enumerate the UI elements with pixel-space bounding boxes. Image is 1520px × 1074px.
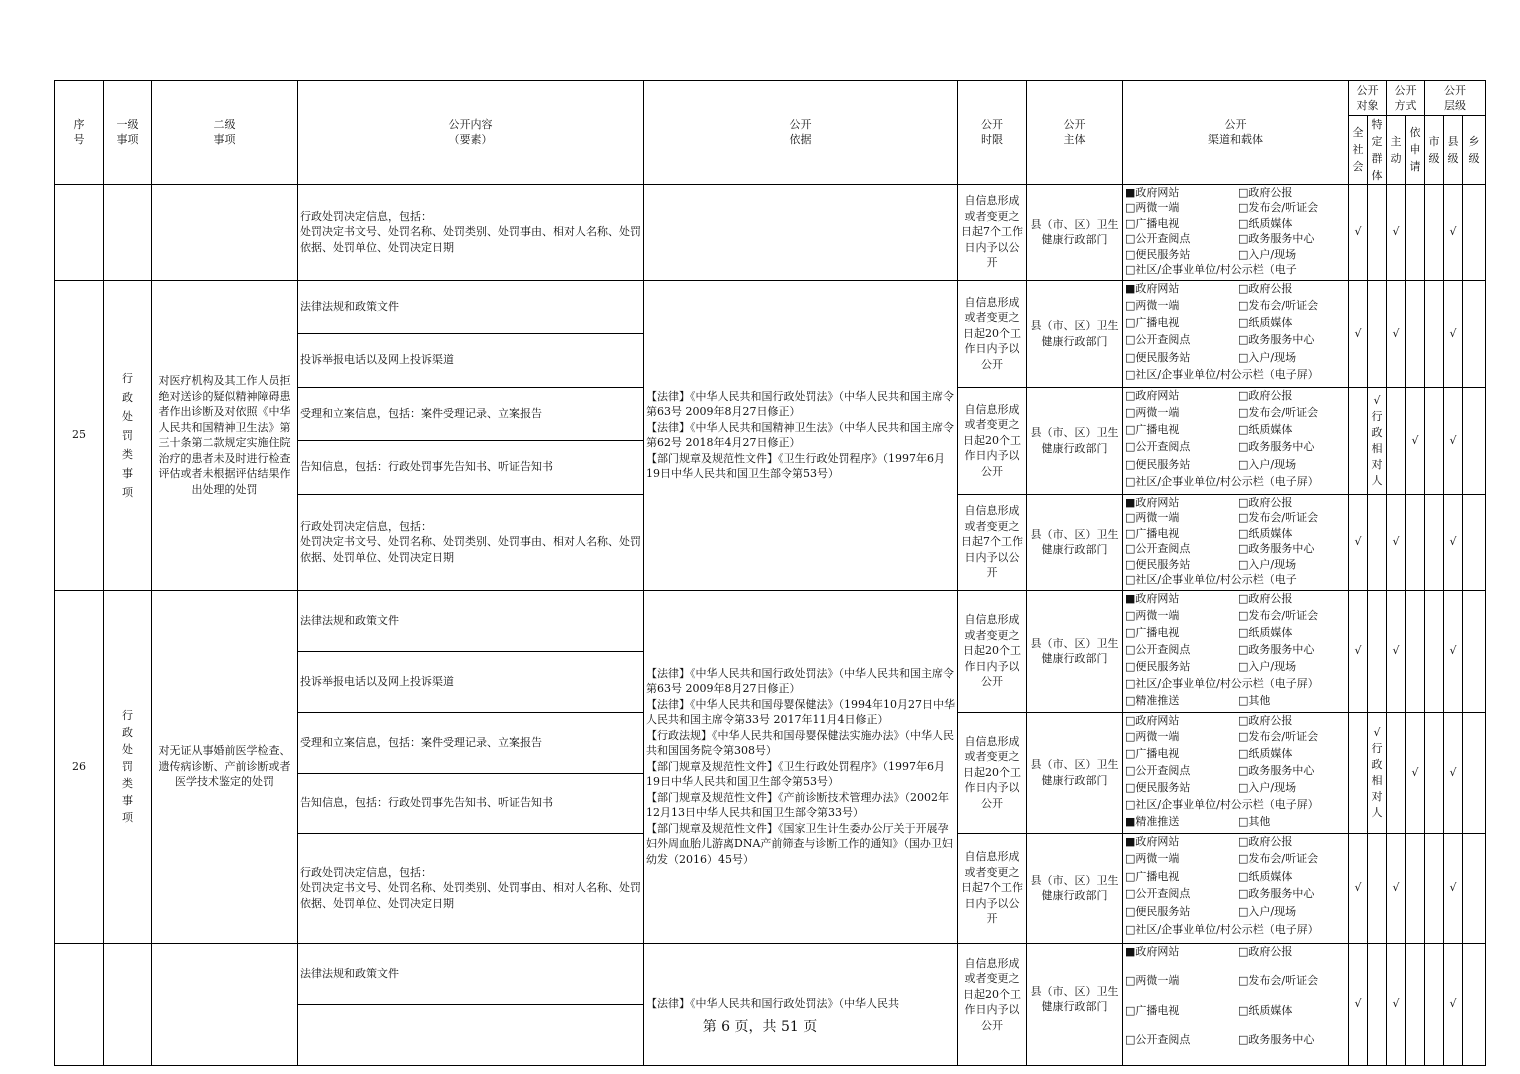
check-mark: √ [1349,833,1368,943]
page-footer: 第 6 页，共 51 页 [702,1019,818,1035]
check-mark: √ [1387,943,1406,1065]
table-row [55,590,1486,651]
check-mark-specific: √ 行政相对人 [1371,725,1383,819]
subject-cell: 县（市、区）卫生健康行政部门 [1027,387,1123,494]
header-level1: 一级 事项 [104,81,152,185]
header-seq: 序 号 [55,81,104,185]
content-cell: 法律法规和政策文件 [298,943,644,1004]
check-mark: √ [1444,387,1463,494]
check-mark: √ [1349,943,1368,1065]
subject-cell: 县（市、区）卫生健康行政部门 [1027,833,1123,943]
row-seq: 25 [55,280,104,590]
header-level-county: 县级 [1447,134,1459,165]
header-content: 公开内容 （要素） [298,81,644,185]
time-cell: 自信息形成或者变更之日起7个工作日内予以公开 [958,494,1027,590]
row-level2: 对医疗机构及其工作人员拒绝对送诊的疑似精神障碍患者作出诊断及对依照《中华人民共和国精神卫生法》第三十条第二款规定实施住院治疗的患者未及时进行检查评估或者未根据评估结果作出处理的处罚 [152,280,298,590]
check-mark: √ [1349,494,1368,590]
subject-cell: 县（市、区）卫生健康行政部门 [1027,494,1123,590]
check-mark: √ [1444,590,1463,712]
table-row [55,184,1486,280]
header-method-active: 主动 [1390,134,1402,165]
subject-cell: 县（市、区）卫生健康行政部门 [1027,184,1123,280]
check-mark: √ [1387,184,1406,280]
header-group-target: 公开 对象 [1349,81,1387,116]
subject-cell: 县（市、区）卫生健康行政部门 [1027,590,1123,712]
content-cell: 受理和立案信息，包括：案件受理记录、立案报告 [298,712,644,773]
header-subject: 公开 主体 [1027,81,1123,185]
channel-cell: ■政府网站 □政府公报 □两微一端 □发布会/听证会 □广播电视 □纸质媒体 □公开查阅点 □政务服务中心 □便民服务站 □入户/现场 □社区/企事业单位/村公示栏（电子屏） [1123,280,1349,387]
header-group-method: 公开 方式 [1387,81,1425,116]
check-mark-specific: √ 行政相对人 [1371,393,1383,487]
check-mark: √ [1444,494,1463,590]
basis-cell: 【法律】《中华人民共和国行政处罚法》（中华人民共和国主席令第63号 2009年8月27日修正） 【法律】《中华人民共和国精神卫生法》（中华人民共和国主席令第62号 2018年4月27日修正） 【部门规章及规范性文件】《卫生行政处罚程序》（1997年6月19日中华人民共和国卫生部令第53号） [644,280,958,590]
channel-cell: ■政府网站 □政府公报 □两微一端 □发布会/听证会 □广播电视 □纸质媒体 □公开查阅点 □政务服务中心 □便民服务站 □入户/现场 □社区/企事业单位/村公示栏（电子 [1123,494,1349,590]
header-time: 公开 时限 [958,81,1027,185]
row-seq: 26 [55,590,104,943]
time-cell: 自信息形成或者变更之日起7个工作日内予以公开 [958,833,1027,943]
channel-cell: ■政府网站 □政府公报 □两微一端 □发布会/听证会 □广播电视 □纸质媒体 □公开查阅点 □政务服务中心 □便民服务站 □入户/现场 □社区/企事业单位/村公示栏（电子屏） □精准推送 □其他 [1123,590,1349,712]
header-basis: 公开 依据 [644,81,958,185]
content-cell: 受理和立案信息，包括：案件受理记录、立案报告 [298,387,644,440]
check-mark: √ [1387,494,1406,590]
content-cell: 法律法规和政策文件 [298,280,644,333]
subject-cell: 县（市、区）卫生健康行政部门 [1027,280,1123,387]
check-mark: √ [1444,280,1463,387]
content-cell: 告知信息，包括：行政处罚事先告知书、听证告知书 [298,440,644,494]
check-mark: √ [1444,712,1463,833]
channel-cell: □政府网站 □政府公报 □两微一端 □发布会/听证会 □广播电视 □纸质媒体 □公开查阅点 □政务服务中心 □便民服务站 □入户/现场 □社区/企事业单位/村公示栏（电子屏） ■精准推送 □其他 [1123,712,1349,833]
content-cell: 告知信息，包括：行政处罚事先告知书、听证告知书 [298,773,644,833]
row-level1: 行政处罚类事项 [122,709,133,824]
header-target-all: 全社会 [1352,126,1364,174]
content-cell: 投诉举报电话以及网上投诉渠道 [298,651,644,712]
channel-cell: ■政府网站 □政府公报 □两微一端 □发布会/听证会 □广播电视 □纸质媒体 □公开查阅点 □政务服务中心 □便民服务站 □入户/现场 □社区/企事业单位/村公示栏（电子屏） [1123,833,1349,943]
subject-cell: 县（市、区）卫生健康行政部门 [1027,943,1123,1065]
row-level1: 行政处罚类事项 [122,371,133,499]
check-mark: √ [1444,184,1463,280]
check-mark: √ [1406,387,1425,494]
basis-cell: 【法律】《中华人民共和国行政处罚法》（中华人民共 [644,943,958,1065]
check-mark: √ [1349,280,1368,387]
time-cell: 自信息形成或者变更之日起7个工作日内予以公开 [958,184,1027,280]
disclosure-table [54,80,1486,1066]
check-mark: √ [1406,712,1425,833]
table-row [55,280,1486,333]
subject-cell: 县（市、区）卫生健康行政部门 [1027,712,1123,833]
header-method-apply: 依申请 [1409,126,1421,174]
time-cell: 自信息形成或者变更之日起20个工作日内予以公开 [958,280,1027,387]
check-mark: √ [1444,943,1463,1065]
channel-cell: □政府网站 □政府公报 □两微一端 □发布会/听证会 □广播电视 □纸质媒体 □公开查阅点 □政务服务中心 □便民服务站 □入户/现场 □社区/企事业单位/村公示栏（电子屏） [1123,387,1349,494]
content-cell: 行政处罚决定信息，包括： 处罚决定书文号、处罚名称、处罚类别、处罚事由、相对人名称、处罚依据、处罚单位、处罚决定日期 [298,833,644,943]
check-mark: √ [1349,590,1368,712]
table-row [55,943,1486,1004]
check-mark: √ [1444,833,1463,943]
time-cell: 自信息形成或者变更之日起20个工作日内予以公开 [958,387,1027,494]
time-cell: 自信息形成或者变更之日起20个工作日内予以公开 [958,712,1027,833]
content-cell: 行政处罚决定信息，包括： 处罚决定书文号、处罚名称、处罚类别、处罚事由、相对人名称、处罚依据、处罚单位、处罚决定日期 [298,184,644,280]
check-mark: √ [1387,280,1406,387]
check-mark: √ [1387,833,1406,943]
basis-cell: 【法律】《中华人民共和国行政处罚法》（中华人民共和国主席令第63号 2009年8月27日修正） 【法律】《中华人民共和国母婴保健法》（1994年10月27日中华人民共和国主席令第33号 2017年11月4日修正） 【行政法规】《中华人民共和国母婴保健法实施办法》（中华人民共和国国务院令第308号） 【部门规章及规范性文件】《卫生行政处罚程序》（1997年6月19日中华人民共和国卫生部令第53号） 【部门规章及规范性文件】《产前诊断技术管理办法》（2002年12月13日中华人民共和国卫生部令第33号） 【部门规章及规范性文件】《国家卫生计生委办公厅关于开展孕妇外周血胎儿游离DNA产前筛查与诊断工作的通知》（国办卫妇幼发（2016）45号） [644,590,958,943]
header-target-specific: 特定群体 [1371,118,1383,182]
content-cell: 法律法规和政策文件 [298,590,644,651]
check-mark: √ [1387,590,1406,712]
content-cell: 投诉举报电话以及网上投诉渠道 [298,333,644,387]
header-group-level: 公开 层级 [1425,81,1486,116]
time-cell: 自信息形成或者变更之日起20个工作日内予以公开 [958,590,1027,712]
header-channel: 公开 渠道和载体 [1123,81,1349,185]
content-cell: 行政处罚决定信息，包括： 处罚决定书文号、处罚名称、处罚类别、处罚事由、相对人名称、处罚依据、处罚单位、处罚决定日期 [298,494,644,590]
header-level-town: 乡级 [1468,134,1480,165]
channel-cell: ■政府网站 □政府公报 □两微一端 □发布会/听证会 □广播电视 □纸质媒体 □公开查阅点 □政务服务中心 □便民服务站 □入户/现场 □社区/企事业单位/村公示栏（电子 [1123,184,1349,280]
header-level-city: 市级 [1428,134,1440,165]
row-level2: 对无证从事婚前医学检查、遗传病诊断、产前诊断或者医学技术鉴定的处罚 [152,590,298,943]
check-mark: √ [1349,184,1368,280]
time-cell: 自信息形成或者变更之日起20个工作日内予以公开 [958,943,1027,1065]
header-level2: 二级 事项 [152,81,298,185]
channel-cell: ■政府网站 □政府公报 □两微一端 □发布会/听证会 □广播电视 □纸质媒体 □公开查阅点 □政务服务中心 [1123,943,1349,1065]
